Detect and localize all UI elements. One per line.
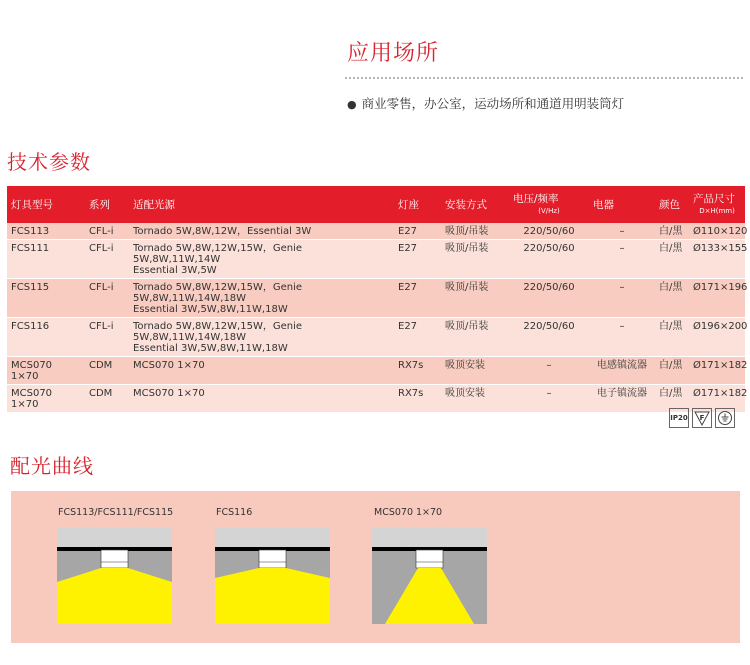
cell-color: 白/黑 <box>655 279 689 318</box>
header-size <box>689 186 745 223</box>
cell-voltage: 220/50/60 <box>509 318 589 357</box>
cell-series: CFL-i <box>85 223 129 240</box>
header-color: 颜色 <box>655 186 689 223</box>
earth-ground-icon <box>715 408 735 428</box>
cell-lamp: Tornado 5W,8W,12W,15W，Genie 5W,8W,11W,14W Essential 3W,5W <box>129 240 394 279</box>
cell-socket: E27 <box>394 318 441 357</box>
certification-icons <box>669 408 735 428</box>
curve-label-fcs113: FCS113/FCS111/FCS115 <box>58 507 174 518</box>
curve-section-title: 配光曲线 <box>10 454 94 478</box>
table-row <box>7 385 745 413</box>
cell-model: MCS070 1×70 <box>7 385 85 413</box>
cell-series: CFL-i <box>85 279 129 318</box>
cell-socket: E27 <box>394 223 441 240</box>
table-header-row <box>7 186 745 223</box>
spec-table-body <box>7 223 748 413</box>
cell-color: 白/黑 <box>655 385 689 413</box>
header-model: 灯具型号 <box>7 186 85 223</box>
cell-gear: – <box>589 279 655 318</box>
cell-mounting: 吸顶安装 <box>441 385 509 413</box>
light-diagram-mcs070 <box>372 528 487 624</box>
cell-series: CDM <box>85 385 129 413</box>
cell-voltage: – <box>509 385 589 413</box>
light-diagram-fcs116 <box>215 528 330 624</box>
cell-gear: – <box>589 223 655 240</box>
curve-label-mcs070: MCS070 1×70 <box>374 507 443 518</box>
cell-model: FCS115 <box>7 279 85 318</box>
cell-mounting: 吸顶安装 <box>441 357 509 385</box>
cell-voltage: 220/50/60 <box>509 240 589 279</box>
header-size-unit: D×H(mm) <box>699 206 735 215</box>
cell-gear: – <box>589 240 655 279</box>
cell-series: CFL-i <box>85 318 129 357</box>
table-row <box>7 357 745 385</box>
application-item <box>347 94 624 112</box>
cell-series: CFL-i <box>85 240 129 279</box>
table-row <box>7 240 745 279</box>
cell-voltage: – <box>509 357 589 385</box>
table-row <box>7 279 745 318</box>
header-voltage <box>509 186 589 223</box>
application-item-text: 商业零售，办公室，运动场所和通道用明装筒灯 <box>361 96 625 111</box>
cell-mounting: 吸顶/吊装 <box>441 279 509 318</box>
application-title: 应用场所 <box>347 41 440 66</box>
dotted-divider <box>345 77 743 79</box>
cell-size: Ø110×120 <box>689 223 745 240</box>
spec-table <box>7 186 748 413</box>
cell-mounting: 吸顶/吊装 <box>441 240 509 279</box>
cell-socket: RX7s <box>394 357 441 385</box>
cell-size: Ø171×182 <box>689 357 745 385</box>
tech-section-title: 技术参数 <box>7 150 91 174</box>
cell-gear: 电感镇流器 <box>589 357 655 385</box>
cell-color: 白/黑 <box>655 318 689 357</box>
cell-model: FCS113 <box>7 223 85 240</box>
cell-color: 白/黑 <box>655 240 689 279</box>
cell-mounting: 吸顶/吊装 <box>441 318 509 357</box>
header-socket: 灯座 <box>394 186 441 223</box>
cell-socket: RX7s <box>394 385 441 413</box>
header-voltage-label: 电压/频率 <box>513 192 559 205</box>
header-lamp: 适配光源 <box>129 186 394 223</box>
cell-socket: E27 <box>394 240 441 279</box>
header-voltage-unit: (V/Hz) <box>538 206 560 215</box>
ip20-icon: IP20 <box>669 408 689 428</box>
curve-label-fcs116: FCS116 <box>216 507 253 518</box>
header-series: 系列 <box>85 186 129 223</box>
cell-lamp: Tornado 5W,8W,12W,15W，Genie 5W,8W,11W,14W,18W Essential 3W,5W,8W,11W,18W <box>129 318 394 357</box>
cell-mounting: 吸顶/吊装 <box>441 223 509 240</box>
cell-socket: E27 <box>394 279 441 318</box>
header-mounting: 安装方式 <box>441 186 509 223</box>
cell-size: Ø171×182 <box>689 385 745 413</box>
cell-color: 白/黑 <box>655 357 689 385</box>
cell-color: 白/黑 <box>655 223 689 240</box>
cell-gear: 电子镇流器 <box>589 385 655 413</box>
table-row <box>7 318 745 357</box>
cell-lamp: MCS070 1×70 <box>129 385 394 413</box>
cell-size: Ø133×155 <box>689 240 745 279</box>
cell-voltage: 220/50/60 <box>509 279 589 318</box>
cell-voltage: 220/50/60 <box>509 223 589 240</box>
light-diagram-wide <box>57 528 172 624</box>
cell-model: MCS070 1×70 <box>7 357 85 385</box>
bullet-icon: ● <box>347 98 357 111</box>
header-size-label: 产品尺寸 <box>693 192 735 205</box>
cell-size: Ø171×196 <box>689 279 745 318</box>
header-gear: 电器 <box>589 186 655 223</box>
cell-size: Ø196×200 <box>689 318 745 357</box>
cell-model: FCS111 <box>7 240 85 279</box>
cell-lamp: Tornado 5W,8W,12W，Essential 3W <box>129 223 394 240</box>
cell-series: CDM <box>85 357 129 385</box>
svg-text:F: F <box>699 414 705 422</box>
cell-gear: – <box>589 318 655 357</box>
table-row <box>7 223 745 240</box>
cell-lamp: Tornado 5W,8W,12W,15W，Genie 5W,8W,11W,14W,18W Essential 3W,5W,8W,11W,18W <box>129 279 394 318</box>
cell-lamp: MCS070 1×70 <box>129 357 394 385</box>
f-mark-icon <box>692 408 712 428</box>
cell-model: FCS116 <box>7 318 85 357</box>
